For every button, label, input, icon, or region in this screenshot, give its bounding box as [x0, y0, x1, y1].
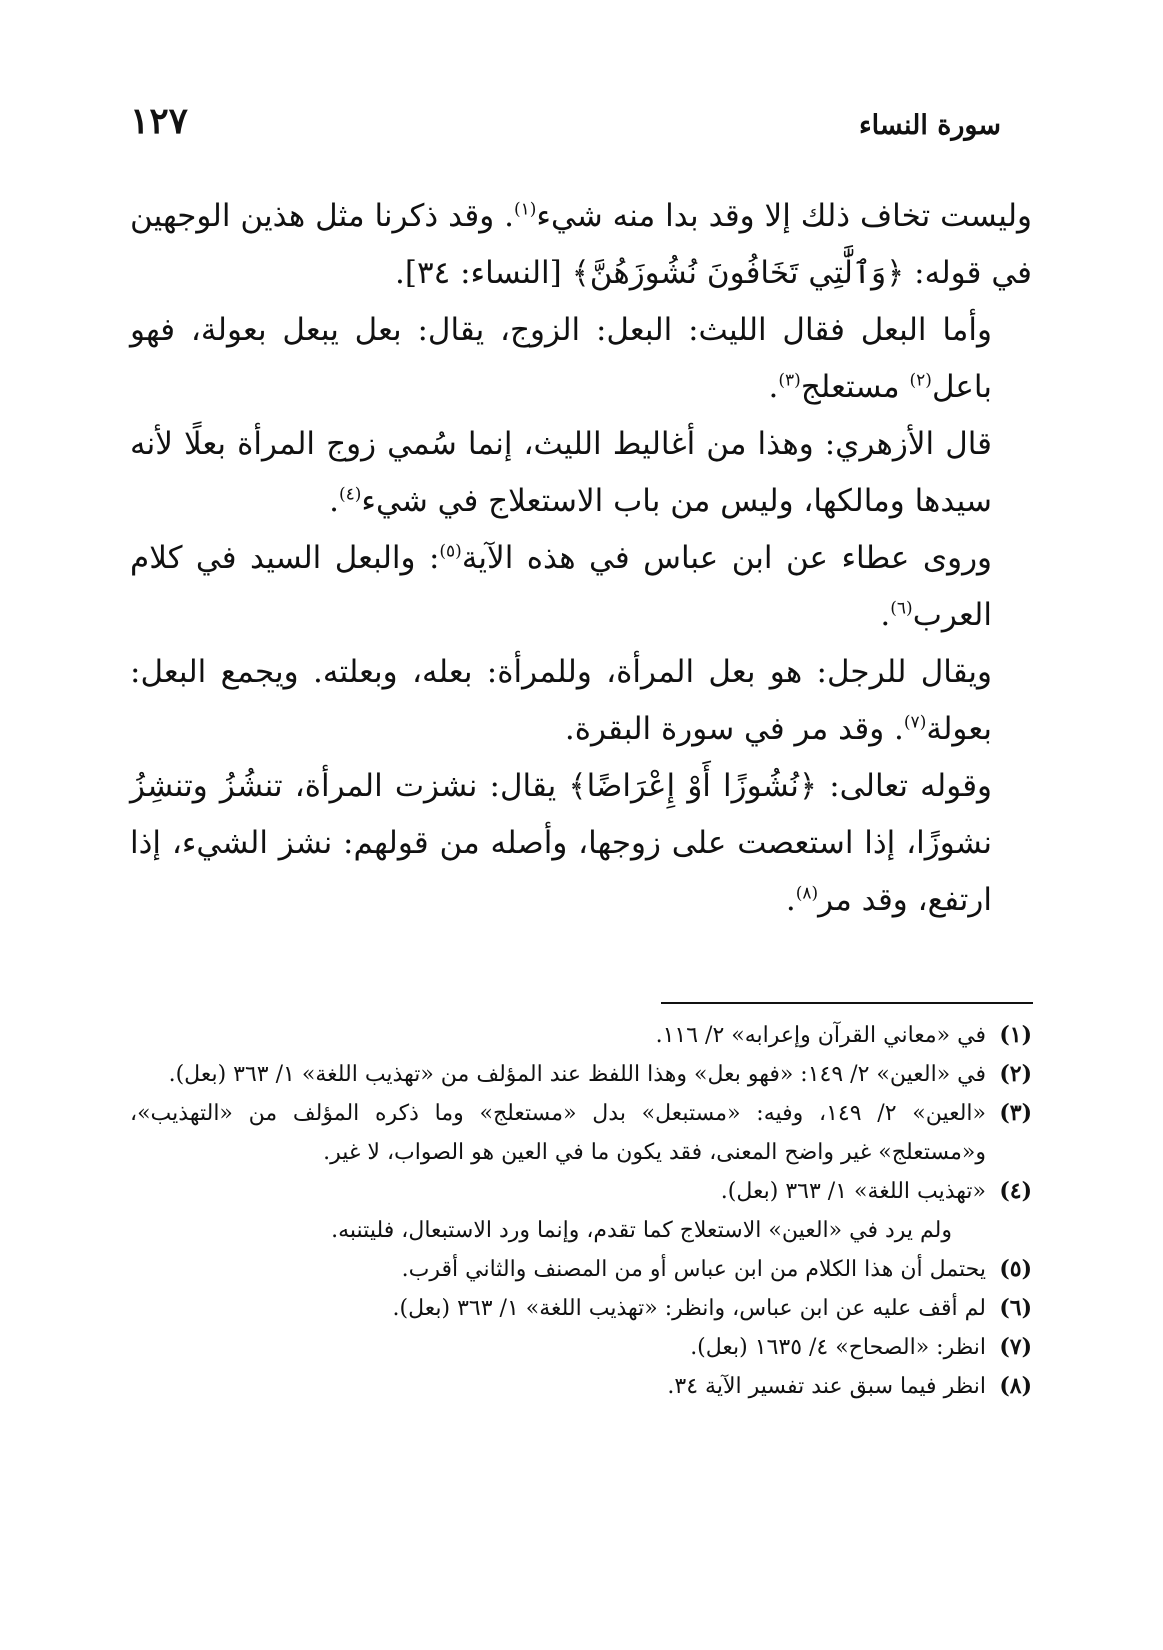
footnote-6 — [130, 1289, 1032, 1328]
paragraph-3: قال الأزهري: وهذا من أغاليط الليث، إنما سُمي زوج المرأة بعلًا لأنه سيدها ومالكها، وليس من باب الاستعلاج في شيء$^{(٤)}$. — [130, 426, 992, 519]
footnote-number: (١) — [999, 1022, 1032, 1048]
footnote-divider — [661, 1002, 1033, 1004]
page-header — [130, 100, 1001, 150]
footnote-number: (٦) — [999, 1295, 1032, 1321]
footnote-number: (٥) — [999, 1256, 1032, 1282]
footnote-8 — [130, 1367, 1032, 1406]
page-number: ١٢٧ — [130, 100, 189, 142]
footnote-number: (٢) — [999, 1061, 1032, 1087]
footnote-text: في «العين» ٢/ ١٤٩: «فهو بعل» وهذا اللفظ عند المؤلف من «تهذيب اللغة» ١/ ٣٦٣ (بعل). — [168, 1062, 986, 1087]
footnote-2 — [130, 1055, 1032, 1094]
paragraph-4: وروى عطاء عن ابن عباس في هذه الآية$^{(٥)}$: والبعل السيد في كلام العرب$^{(٦)}$. — [130, 540, 993, 633]
footnote-number: (٧) — [999, 1334, 1032, 1360]
footnote-5 — [130, 1250, 1032, 1289]
footnote-4-continuation: ولم يرد في «العين» الاستعلاج كما تقدم، وإنما ورد الاستبعال، فليتنبه. — [331, 1218, 952, 1243]
footnote-1 — [130, 1016, 1032, 1055]
footnote-3 — [130, 1094, 1032, 1172]
footnote-text: «العين» ٢/ ١٤٩، وفيه: «مستبعل» بدل «مستعلج» وما ذكره المؤلف من «التهذيب»، و«مستعلج» غير واضح المعنى، فقد يكون ما في العين هو الصواب، لا غير. — [130, 1101, 986, 1165]
footnote-text: انظر: «الصحاح» ٤/ ١٦٣٥ (بعل). — [690, 1335, 986, 1360]
paragraph-5: ويقال للرجل: هو بعل المرأة، وللمرأة: بعله، وبعلته. ويجمع البعل: بعولة$^{(٧)}$. وقد مر في سورة البقرة. — [130, 654, 992, 747]
footnotes — [130, 1016, 1032, 1406]
surah-title: سورة النساء — [858, 110, 1001, 141]
footnote-text: في «معاني القرآن وإعرابه» ٢/ ١١٦. — [655, 1023, 986, 1048]
footnote-text: لم أقف عليه عن ابن عباس، وانظر: «تهذيب اللغة» ١/ ٣٦٣ (بعل). — [392, 1296, 986, 1321]
footnote-number: (٨) — [999, 1373, 1032, 1399]
footnote-number: (٤) — [999, 1178, 1032, 1204]
paragraph-2: وأما البعل فقال الليث: البعل: الزوج، يقال: بعل يبعل بعولة، فهو باعل$^{(٢)}$ مستعلج$^{(٣)}$. — [130, 312, 992, 405]
footnote-text: يحتمل أن هذا الكلام من ابن عباس أو من المصنف والثاني أقرب. — [401, 1257, 986, 1282]
paragraph-1: وليست تخاف ذلك إلا وقد بدا منه شيء$^{(١)}$. وقد ذكرنا مثل هذين الوجهين في قوله: ﴿وَٱلَّٰتِي تَخَافُونَ نُشُوزَهُنَّ﴾ [النساء: ٣٤]. — [130, 198, 1033, 291]
footnote-text: «تهذيب اللغة» ١/ ٣٦٣ (بعل). — [720, 1179, 986, 1204]
footnote-text: انظر فيما سبق عند تفسير الآية ٣٤. — [667, 1374, 986, 1399]
footnote-number: (٣) — [999, 1100, 1032, 1126]
paragraph-6: وقوله تعالى: ﴿نُشُوزًا أَوْ إِعْرَاضًا﴾ يقال: نشزت المرأة، تنشُزُ وتنشِزُ نشوزًا، إذا استعصت على زوجها، وأصله من قولهم: نشز الشيء، إذا ارتفع، وقد مر$^{(٨)}$. — [130, 768, 992, 918]
footnote-7 — [130, 1328, 1032, 1367]
footnote-4 — [130, 1172, 1032, 1211]
main-text — [130, 188, 1032, 929]
